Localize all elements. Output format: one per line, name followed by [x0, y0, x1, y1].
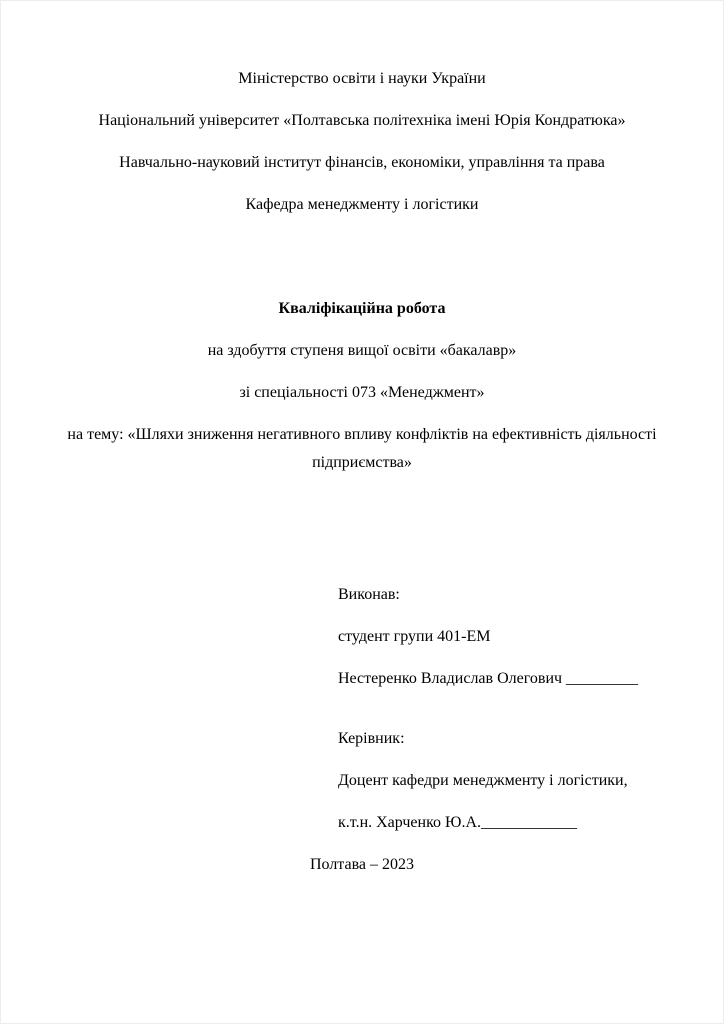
title-block: [63, 295, 661, 477]
specialty-line: зі спеціальності 073 «Менеджмент»: [239, 384, 485, 401]
author-name-signature-line: Нестеренко Владислав Олегович _________: [338, 670, 639, 687]
department-line: Кафедра менеджменту і логістики: [245, 196, 479, 213]
degree-line: на здобуття ступеня вищої освіти «бакалавр»: [207, 342, 517, 359]
supervisor-position-line: Доцент кафедри менеджменту і логістики,: [338, 772, 628, 789]
document-footer: [63, 851, 661, 879]
author-group-line: студент групи 401-ЕМ: [338, 628, 491, 645]
supervisor-block: [338, 725, 661, 837]
university-line: Національний університет «Полтавська політехніка імені Юрія Кондратюка»: [98, 112, 626, 129]
supervisor-label: Керівник:: [338, 730, 405, 747]
document-header: [63, 65, 661, 219]
topic-line: на тему: «Шляхи зниження негативного впливу конфліктів на ефективність діяльності підприємства»: [67, 426, 657, 471]
signature-section: [338, 581, 661, 837]
institute-line: Навчально-науковий інститут фінансів, економіки, управління та права: [119, 154, 605, 171]
work-title: Кваліфікаційна робота: [278, 300, 446, 317]
city-year-line: Полтава – 2023: [309, 856, 415, 873]
author-block: [338, 581, 661, 693]
author-label: Виконав:: [338, 586, 400, 603]
ministry-line: Міністерство освіти і науки України: [238, 70, 486, 87]
supervisor-name-signature-line: к.т.н. Харченко Ю.А.____________: [338, 814, 578, 831]
